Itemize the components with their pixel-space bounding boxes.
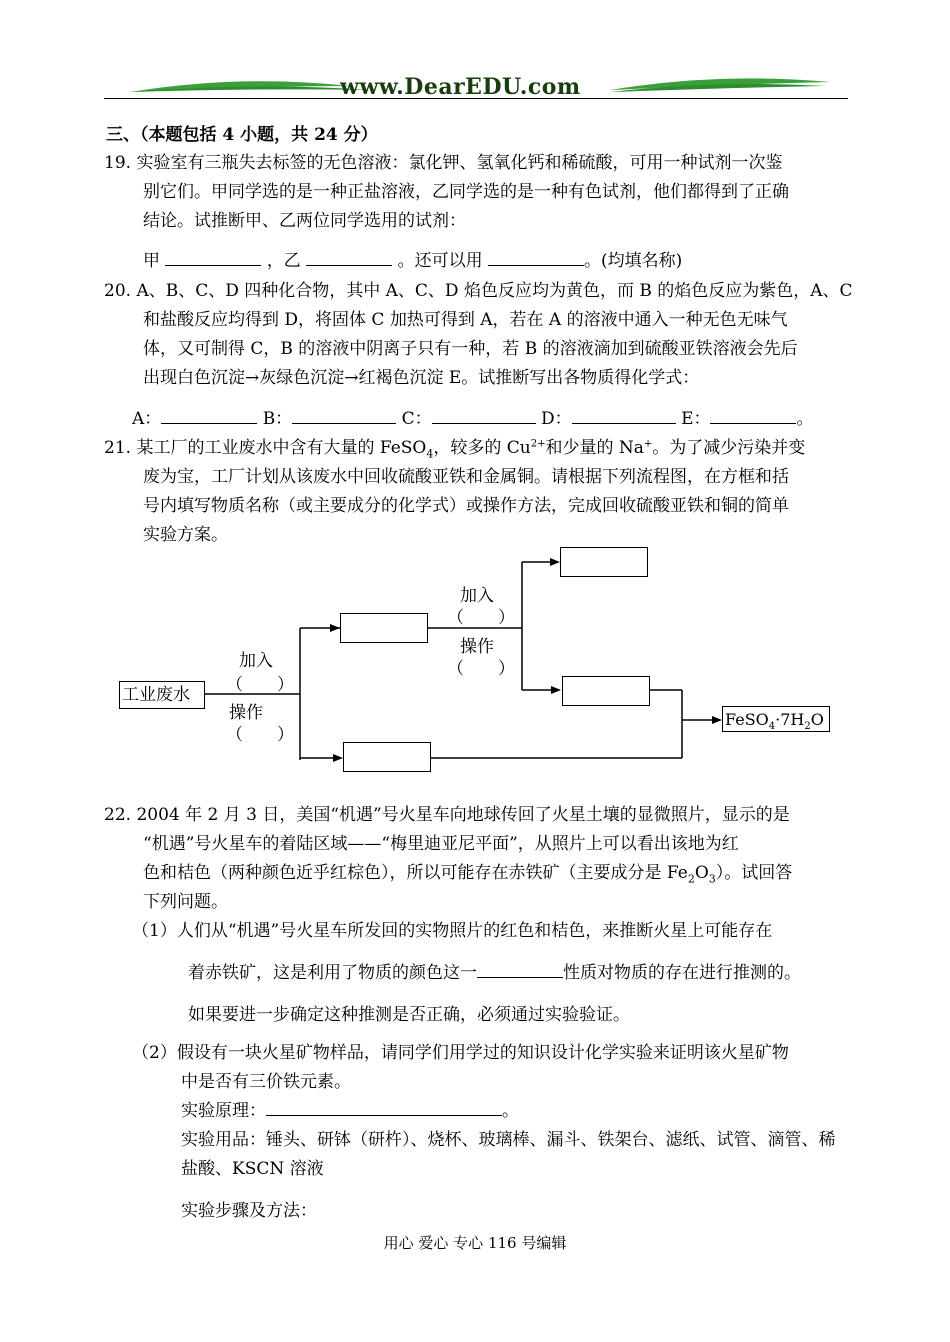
q20-label-a: A：: [132, 409, 162, 429]
label-op-1: 操作: [229, 703, 263, 723]
q19-label-also: 。还可以用: [397, 251, 483, 271]
label-add-1: 加入: [239, 651, 273, 671]
product-text-1: FeSO: [725, 710, 769, 729]
label-paren-2[interactable]: （ ）: [226, 725, 294, 745]
q20-line4: 出现白色沉淀→灰绿色沉淀→红褐色沉淀 E。试推断写出各物质得化学式：: [143, 368, 700, 388]
product-box: [722, 706, 830, 732]
q20-label-b: B：: [262, 409, 293, 429]
q19-label-yi: ，乙: [266, 251, 301, 271]
header-logo-text: www.DearEDU.com: [340, 74, 581, 100]
q21-line1-part1: 21. 某工厂的工业废水中含有大量的 FeSO: [104, 438, 427, 458]
q22-p1-line2: [188, 958, 801, 983]
q19-line3: 结论。试推断甲、乙两位同学选用的试剂：: [143, 211, 466, 231]
q22-line3: [143, 858, 792, 885]
q22-p1-line2-part2: 性质对物质的存在进行推测的。: [563, 963, 801, 983]
q22-p1-line2-part1: 着赤铁矿，这是利用了物质的颜色这一: [188, 963, 477, 983]
answer-box-2[interactable]: [343, 742, 431, 772]
q21-line2: 废为宝，工厂计划从该废水中回收硫酸亚铁和金属铜。请根据下列流程图，在方框和括: [143, 467, 789, 487]
label-paren-1[interactable]: （ ）: [226, 675, 294, 695]
q22-p2-line2: 中是否有三价铁元素。: [181, 1072, 351, 1092]
q20-line3: 体，又可制得 C，B 的溶液中阴离子只有一种，若 B 的溶液滴加到硫酸亚铁溶液会先后: [143, 339, 798, 359]
arrow-head-4: [551, 686, 561, 694]
q21-line1-sub: 4: [426, 447, 434, 461]
q22-principle-end: 。: [502, 1101, 519, 1121]
q22-principle-blank[interactable]: [266, 1101, 502, 1116]
answer-box-4[interactable]: [562, 676, 650, 706]
q20-label-c: C：: [401, 409, 432, 429]
q22-line1: 22. 2004 年 2 月 3 日，美国“机遇”号火星车向地球传回了火星土壤的显微照片，显示的是: [104, 805, 790, 825]
q21-line1-part2: ，较多的 Cu: [433, 438, 531, 458]
q19-label-end: 。(均填名称): [584, 251, 683, 271]
q20-line2: 和盐酸反应均得到 D，将固体 C 加热可得到 A，若在 A 的溶液中通入一种无色无味气: [143, 310, 788, 330]
q21-line1-sup2: +: [643, 438, 653, 450]
q22-line2: “机遇”号火星车的着陆区域——“梅里迪亚尼平面”，从照片上可以看出该地为红: [143, 834, 739, 854]
q21-line1-sup1: 2+: [530, 438, 546, 450]
section-title: 三、（本题包括 4 小题，共 24 分）: [106, 125, 378, 145]
q22-line3-sub1: 2: [687, 872, 695, 886]
label-paren-4[interactable]: （ ）: [447, 659, 515, 679]
arrow-head-5: [712, 716, 722, 724]
q22-p1-blank[interactable]: [477, 963, 563, 978]
product-sub-1: 4: [768, 721, 776, 733]
product-text-2: ·7H: [775, 710, 805, 729]
q22-line3-part3: ）。试回答: [715, 863, 793, 883]
q21-line3: 号内填写物质名称（或主要成分的化学式）或操作方法，完成回收硫酸亚铁和铜的简单: [143, 496, 789, 516]
label-paren-3[interactable]: （ ）: [447, 608, 515, 628]
answer-box-3[interactable]: [560, 547, 648, 577]
product-text-3: O: [810, 710, 824, 729]
page-footer: 用心 爱心 专心 116 号编辑: [383, 1234, 567, 1252]
q22-line3-part1: 色和桔色（两种颜色近乎红棕色），所以可能存在赤铁矿（主要成分是 Fe: [143, 863, 688, 883]
q22-principle-line: [181, 1096, 519, 1121]
label-add-2: 加入: [460, 586, 494, 606]
q19-line1: 19. 实验室有三瓶失去标签的无色溶液：氯化钾、氢氧化钙和稀硫酸，可用一种试剂一次鉴: [104, 153, 783, 173]
q21-line1-part4: 。为了减少污染并变: [652, 438, 806, 458]
q20-end: 。: [796, 409, 814, 429]
q19-line2: 别它们。甲同学选的是一种正盐溶液，乙同学选的是一种有色试剂，他们都得到了正确: [143, 182, 789, 202]
q22-p1-line3: 如果要进一步确定这种推测是否正确，必须通过实验验证。: [188, 1005, 630, 1025]
q21-line4: 实验方案。: [143, 525, 228, 545]
q22-p1-line1: （1）人们从“机遇”号火星车所发回的实物照片的红色和桔色，来推断火星上可能存在: [132, 921, 773, 941]
q20-label-d: D：: [541, 409, 572, 429]
q22-line3-sub2: 3: [708, 872, 716, 886]
q22-line3-part2: O: [694, 863, 709, 883]
q19-label-jia: 甲: [143, 251, 160, 271]
q22-steps-label: 实验步骤及方法：: [181, 1201, 317, 1221]
q22-supplies-line2: 盐酸、KSCN 溶液: [181, 1159, 324, 1179]
q22-line4: 下列问题。: [143, 892, 228, 912]
q22-supplies-line1: 实验用品：锤头、研钵（研杵）、烧杯、玻璃棒、漏斗、铁架台、滤纸、试管、滴管、稀: [181, 1130, 836, 1150]
source-box: 工业废水: [119, 681, 205, 709]
q22-p2-line1: （2）假设有一块火星矿物样品，请同学们用学过的知识设计化学实验来证明该火星矿物: [132, 1043, 789, 1063]
q20-line1: 20. A、B、C、D 四种化合物，其中 A、C、D 焰色反应均为黄色，而 B 的焰色反应为紫色，A、C: [104, 281, 853, 301]
product-sub-2: 2: [804, 721, 811, 733]
q22-principle-label: 实验原理：: [181, 1101, 266, 1121]
arrow-head-1: [330, 624, 340, 632]
arrow-head-3: [550, 558, 560, 566]
label-op-2: 操作: [460, 637, 494, 657]
answer-box-1[interactable]: [340, 613, 428, 643]
arrow-head-2: [333, 754, 343, 762]
q21-line1-part3: 和少量的 Na: [545, 438, 644, 458]
q20-label-e: E：: [681, 409, 711, 429]
